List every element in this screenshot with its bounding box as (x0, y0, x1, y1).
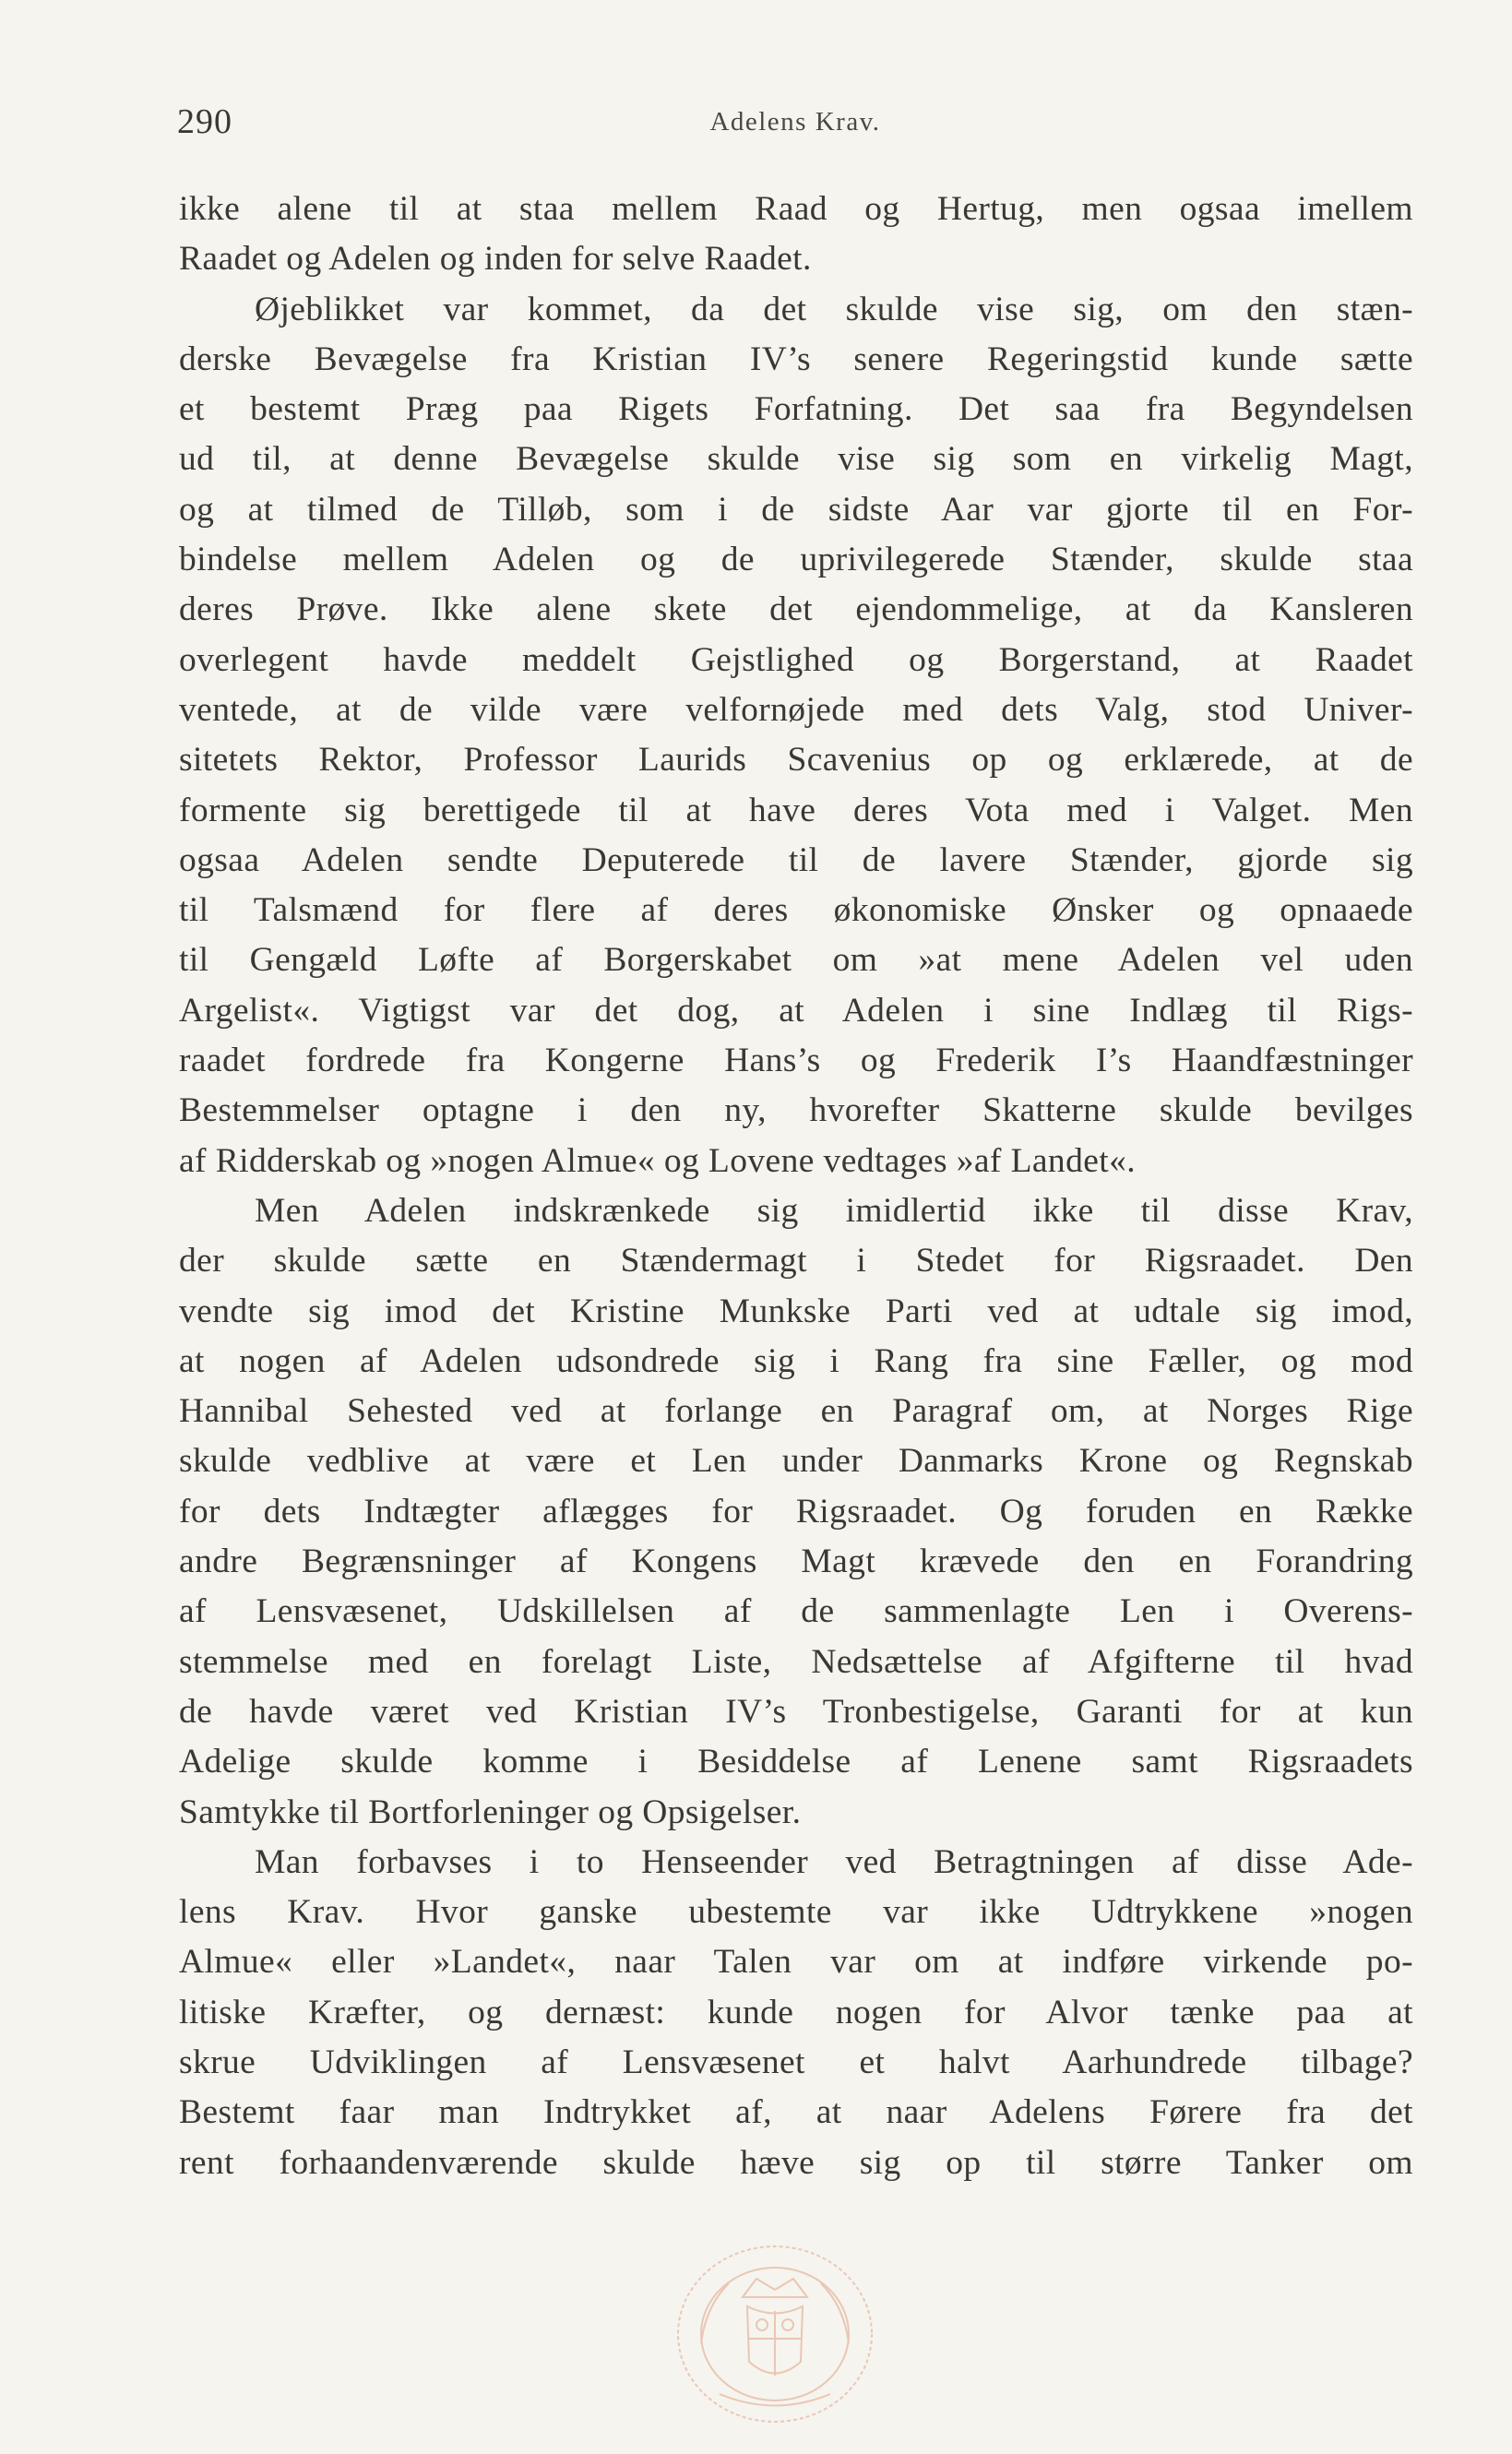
text-line: skrue Udviklingen af Lensvæsenet et halvt Aarhundrede tilbage? (179, 2043, 1413, 2081)
text-line: formente sig berettigede til at have deres Vota med i Valget. Men (179, 791, 1413, 829)
text-line: et bestemt Præg paa Rigets Forfatning. Det saa fra Begyndelsen (179, 390, 1413, 429)
text-line: Men Adelen indskrænkede sig imidlertid ikke til disse Krav, (255, 1191, 1413, 1230)
page-number: 290 (177, 102, 232, 141)
text-line: Adelige skulde komme i Besiddelse af Lenene samt Rigsraadets (179, 1743, 1413, 1781)
text-line: Raadet og Adelen og inden for selve Raadet. (179, 240, 812, 279)
text-line: ventede, at de vilde være velfornøjede med dets Valg, stod Univer- (179, 690, 1413, 729)
text-line: Argelist«. Vigtigst var det dog, at Adelen i sine Indlæg til Rigs- (179, 991, 1413, 1030)
text-line: ikke alene til at staa mellem Raad og Hertug, men ogsaa imellem (179, 190, 1413, 228)
text-line: Hannibal Sehested ved at forlange en Paragraf om, at Norges Rige (179, 1392, 1413, 1431)
text-line: vendte sig imod det Kristine Munkske Parti ved at udtale sig imod, (179, 1292, 1413, 1330)
text-line: Almue« eller »Landet«, naar Talen var om at indføre virkende po- (179, 1943, 1413, 1982)
text-line: og at tilmed de Tilløb, som i de sidste Aar var gjorte til en For- (179, 490, 1413, 529)
page-header (177, 101, 1413, 148)
text-line: litiske Kræfter, og dernæst: kunde nogen for Alvor tænke paa at (179, 1993, 1413, 2031)
text-line: Bestemmelser optagne i den ny, hvorefter Skatterne skulde bevilges (179, 1091, 1413, 1130)
text-line: til Talsmænd for flere af deres økonomiske Ønsker og opnaaede (179, 891, 1413, 930)
text-line: raadet fordrede fra Kongerne Hans’s og Frederik I’s Haandfæstninger (179, 1042, 1413, 1080)
text-line: af Lensvæsenet, Udskillelsen af de sammenlagte Len i Overens- (179, 1592, 1413, 1631)
text-line: de havde været ved Kristian IV’s Tronbestigelse, Garanti for at kun (179, 1692, 1413, 1731)
text-line: Bestemt faar man Indtrykket af, at naar Adelens Førere fra det (179, 2093, 1413, 2132)
text-line: der skulde sætte en Stændermagt i Stedet for Rigsraadet. Den (179, 1242, 1413, 1281)
text-line: derske Bevægelse fra Kristian IV’s senere Regeringstid kunde sætte (179, 340, 1413, 378)
text-line: Samtykke til Bortforleninger og Opsigelser. (179, 1793, 802, 1831)
text-line: stemmelse med en forelagt Liste, Nedsættelse af Afgifterne til hvad (179, 1642, 1413, 1681)
text-line: ogsaa Adelen sendte Deputerede til de lavere Stænder, gjorde sig (179, 840, 1413, 879)
text-line: af Ridderskab og »nogen Almue« og Lovene vedtages »af Landet«. (179, 1141, 1137, 1180)
text-line: overlegent havde meddelt Gejstlighed og Borgerstand, at Raadet (179, 640, 1413, 679)
text-line: til Gengæld Løfte af Borgerskabet om »at mene Adelen vel uden (179, 941, 1413, 980)
body-text (179, 185, 1413, 2188)
text-line: Man forbavses i to Henseender ved Betragtningen af disse Ade- (255, 1842, 1413, 1881)
text-line: bindelse mellem Adelen og de uprivilegerede Stænder, skulde staa (179, 541, 1413, 579)
text-line: ud til, at denne Bevægelse skulde vise sig som en virkelig Magt, (179, 440, 1413, 479)
library-stamp (664, 2233, 886, 2436)
text-line: deres Prøve. Ikke alene skete det ejendommelige, at da Kansleren (179, 590, 1413, 629)
text-line: for dets Indtægter aflægges for Rigsraadet. Og foruden en Række (179, 1492, 1413, 1531)
text-line: Øjeblikket var kommet, da det skulde vise sig, om den stæn- (255, 290, 1413, 328)
text-line: at nogen af Adelen udsondrede sig i Rang fra sine Fæller, og mod (179, 1341, 1413, 1380)
text-line: rent forhaandenværende skulde hæve sig op til større Tanker om (179, 2143, 1413, 2182)
text-line: andre Begrænsninger af Kongens Magt krævede den en Forandring (179, 1543, 1413, 1581)
running-title: Adelens Krav. (709, 107, 881, 137)
text-line: skulde vedblive at være et Len under Danmarks Krone og Regnskab (179, 1442, 1413, 1481)
text-line: sitetets Rektor, Professor Laurids Scavenius op og erklærede, at de (179, 741, 1413, 780)
text-line: lens Krav. Hvor ganske ubestemte var ikke Udtrykkene »nogen (179, 1893, 1413, 1932)
